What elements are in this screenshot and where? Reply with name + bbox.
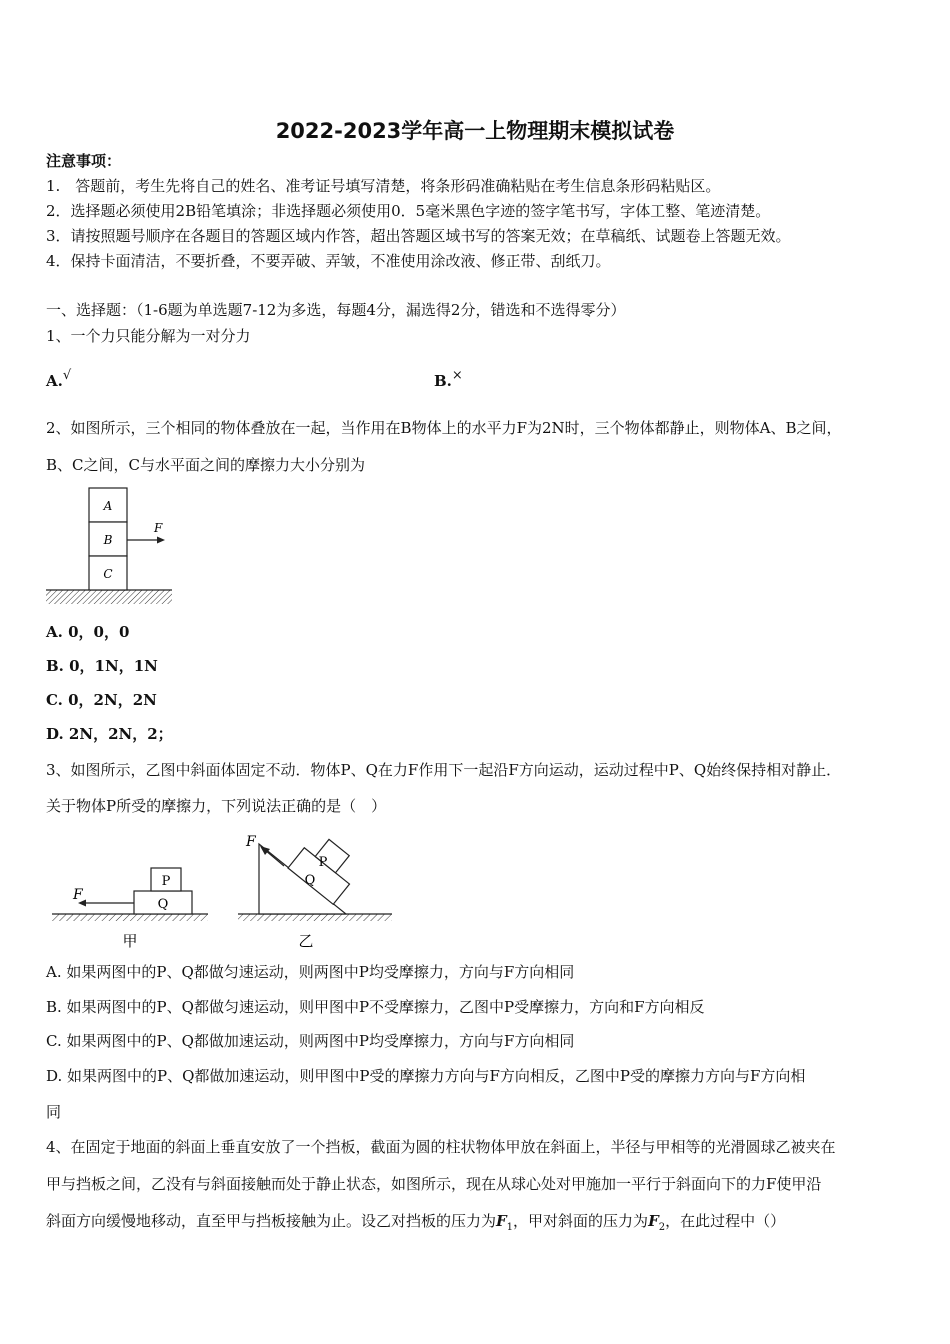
q3-option-b: B. 如果两图中的P、Q都做匀速运动，则甲图中P不受摩擦力，乙图中P受摩擦力，方向和F方向相反 — [46, 998, 705, 1016]
q2-stem-line2: B、C之间，C与水平面之间的摩擦力大小分别为 — [46, 456, 365, 474]
q4-line3-part2: ，甲对斜面的压力为 — [513, 1212, 649, 1230]
q2-figure-stacked-blocks — [44, 484, 176, 608]
q1-option-b — [434, 368, 463, 393]
label-p-jia: P — [161, 874, 171, 889]
q2-option-b: B. 0，1N，1N — [46, 657, 158, 675]
q2-option-d: D. 2N，2N，2； — [46, 725, 173, 743]
q4-line3-part3: ，在此过程中（） — [665, 1212, 786, 1230]
page-title: 2022-2023学年高一上物理期末模拟试卷 — [275, 119, 675, 143]
label-q-yi: Q — [304, 873, 316, 888]
q2-stem-line1: 2、如图所示，三个相同的物体叠放在一起，当作用在B物体上的水平力F为2N时，三个物体都静止，则物体A、B之间， — [46, 419, 842, 437]
q2-option-c: C. 0，2N，2N — [46, 691, 157, 709]
caption-yi: 乙 — [298, 932, 314, 950]
cross-mark: × — [451, 368, 463, 383]
q4-line3-part1: 斜面方向缓慢地移动，直至甲与挡板接触为止。设乙对挡板的压力为 — [46, 1212, 497, 1230]
notice-item-2: 2．选择题必须使用2B铅笔填涂；非选择题必须使用0．5毫米黑色字迹的签字笔书写，字体工整、笔迹清楚。 — [46, 202, 771, 220]
q4-f1-symbol: F — [496, 1212, 507, 1230]
label-p-yi: P — [318, 855, 328, 870]
notice-item-3: 3．请按照题号顺序在各题目的答题区域内作答，超出答题区域书写的答案无效；在草稿纸、试题卷上答题无效。 — [46, 227, 791, 245]
q2-option-a: A. 0，0，0 — [46, 623, 130, 641]
q3-option-d-continued: 同 — [46, 1103, 62, 1121]
ground-hatch-jia — [52, 914, 208, 921]
q1-option-a — [46, 368, 72, 393]
q4-f2-symbol: F — [648, 1212, 659, 1230]
q4-stem-line1: 4、在固定于地面的斜面上垂直安放了一个挡板，截面为圆的柱状物体甲放在斜面上，半径与甲相等的光滑圆球乙被夹在 — [46, 1138, 836, 1156]
block-c-label: C — [103, 567, 113, 581]
q3-stem-line2: 关于物体P所受的摩擦力，下列说法正确的是（ ） — [46, 797, 387, 815]
q4-stem-line2: 甲与挡板之间，乙没有与斜面接触而处于静止状态，如图所示，现在从球心处对甲施加一平行于斜面向下的力F使甲沿 — [46, 1175, 822, 1193]
q4-stem-line3 — [46, 1211, 785, 1238]
figure-jia — [52, 868, 208, 950]
q1-option-b-label: B. — [434, 372, 452, 390]
q3-stem-line1: 3、如图所示，乙图中斜面体固定不动．物体P、Q在力F作用下一起沿F方向运动，运动过程中P、Q始终保持相对静止． — [46, 761, 842, 779]
force-arrowhead — [157, 537, 165, 544]
check-mark: √ — [62, 368, 72, 383]
notice-heading: 注意事项： — [46, 152, 122, 170]
q3-option-a: A. 如果两图中的P、Q都做匀速运动，则两图中P均受摩擦力，方向与F方向相同 — [46, 963, 575, 981]
q1-option-a-label: A. — [46, 372, 63, 390]
label-q-jia: Q — [157, 897, 169, 912]
block-b-label: B — [103, 533, 113, 547]
q3-figure — [48, 826, 398, 954]
q1-stem: 1、一个力只能分解为一对分力 — [46, 327, 251, 345]
block-a-label: A — [103, 499, 113, 513]
ground-hatch-yi — [238, 914, 392, 921]
force-label: F — [154, 521, 163, 535]
section-heading: 一、选择题：（1-6题为单选题7-12为多选，每题4分，漏选得2分，错选和不选得零分） — [46, 301, 626, 319]
figure-yi — [238, 831, 392, 950]
caption-jia: 甲 — [122, 932, 138, 950]
q3-option-d: D. 如果两图中的P、Q都做加速运动，则甲图中P受的摩擦力方向与F方向相反，乙图中P受的摩擦力方向与F方向相 — [46, 1067, 806, 1085]
notice-item-4: 4．保持卡面清洁，不要折叠，不要弄破、弄皱，不准使用涂改液、修正带、刮纸刀。 — [46, 252, 611, 270]
q4-f1-subscript: 1 — [506, 1222, 514, 1233]
q3-option-c: C. 如果两图中的P、Q都做加速运动，则两图中P均受摩擦力，方向与F方向相同 — [46, 1032, 575, 1050]
notice-item-1: 1. 答题前，考生先将自己的姓名、准考证号填写清楚，将条形码准确粘贴在考生信息条形码粘贴区。 — [46, 177, 721, 195]
ground-hatch — [46, 590, 172, 604]
force-label-jia: F — [73, 887, 83, 903]
q4-f2-subscript: 2 — [658, 1222, 666, 1233]
force-label-yi: F — [246, 834, 256, 850]
